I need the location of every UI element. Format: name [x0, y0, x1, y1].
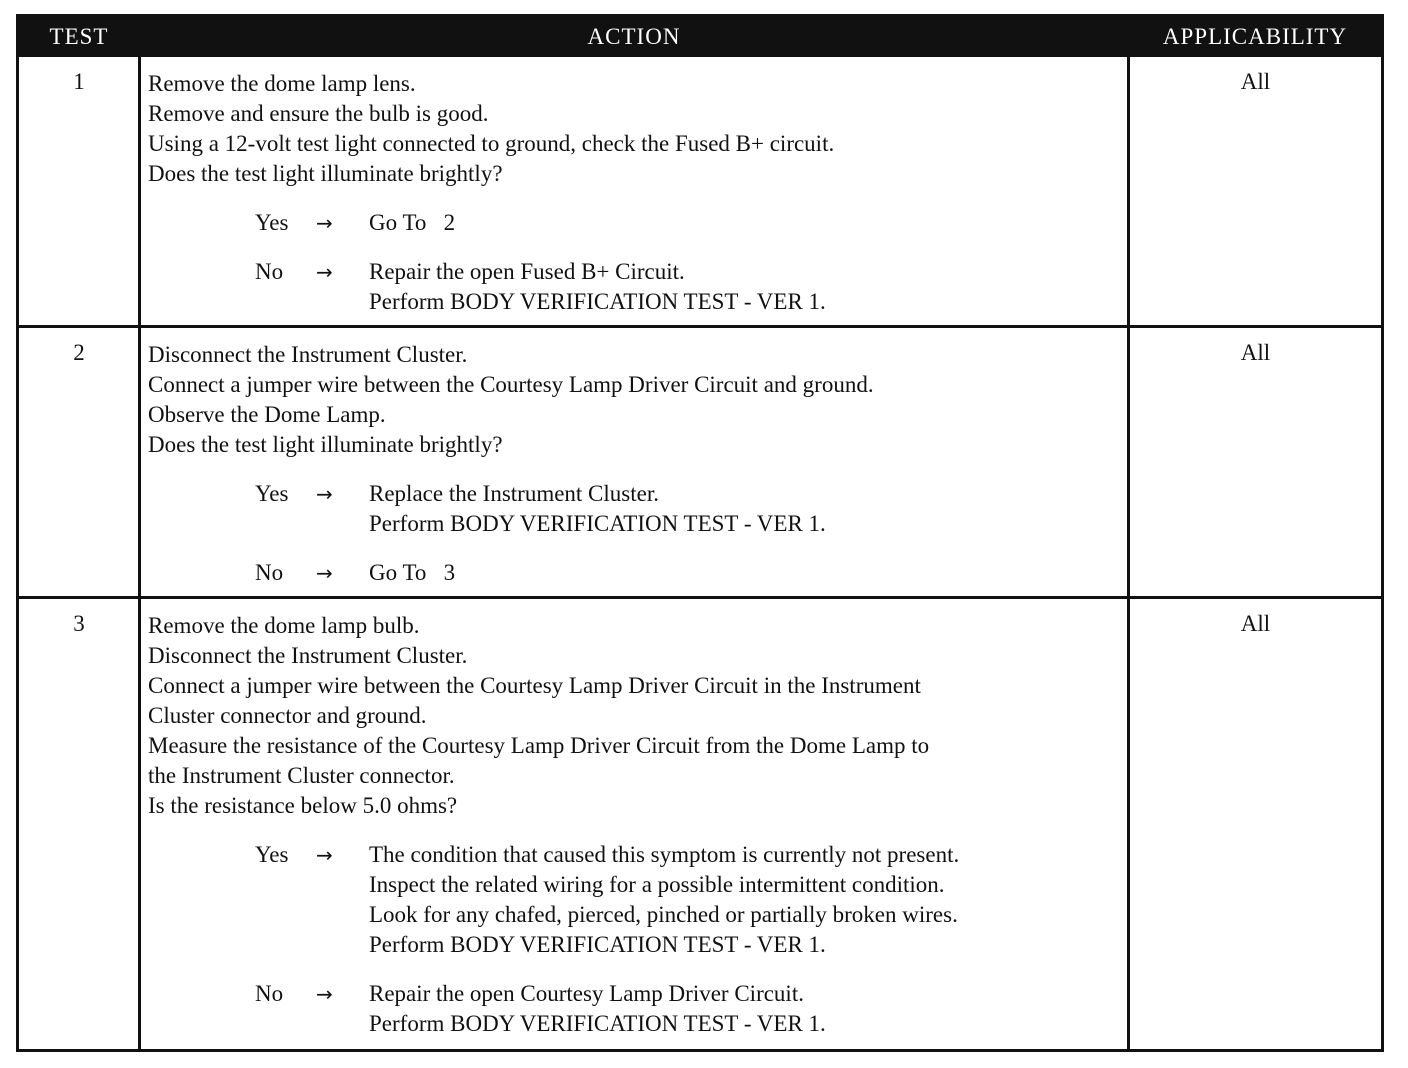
applicability-cell: All [1240, 611, 1271, 636]
choice-result [369, 208, 1128, 238]
result-line: Go To 3 [369, 560, 456, 585]
action-step: Disconnect the Instrument Cluster. [148, 643, 468, 668]
result-line: Replace the Instrument Cluster. [369, 481, 659, 506]
action-step: Remove the dome lamp bulb. [148, 613, 420, 638]
action-step: Remove the dome lamp lens. [148, 71, 416, 96]
action-step: Does the test light illuminate brightly? [148, 161, 503, 186]
choice-result [369, 257, 1128, 317]
right-arrow-icon: → [316, 843, 333, 867]
action-step: Disconnect the Instrument Cluster. [148, 342, 468, 367]
choice-no [148, 558, 1128, 588]
right-arrow-icon: → [316, 561, 333, 585]
result-line: Go To 2 [369, 210, 456, 235]
action-step: the Instrument Cluster connector. [148, 763, 455, 788]
test-row [19, 328, 1381, 599]
choice-yes [148, 840, 1128, 960]
choice-result [369, 479, 1128, 539]
choice-result [369, 979, 1128, 1039]
column-divider [1127, 57, 1130, 1049]
test-number: 3 [73, 611, 85, 636]
action-step: Observe the Dome Lamp. [148, 402, 386, 427]
applicability-cell: All [1240, 340, 1271, 365]
action-step: Measure the resistance of the Courtesy Lamp Driver Circuit from the Dome Lamp to [148, 733, 930, 758]
diagnostic-test-table [16, 14, 1384, 1052]
choice-label: Yes [255, 210, 289, 235]
column-divider [138, 57, 141, 1049]
result-line: Perform BODY VERIFICATION TEST - VER 1. [369, 511, 826, 536]
result-line: Look for any chafed, pierced, pinched or partially broken wires. [369, 902, 958, 927]
test-row [19, 57, 1381, 328]
choice-label: Yes [255, 842, 289, 867]
choice-no [148, 257, 1128, 317]
choice-result [369, 840, 1128, 960]
action-cell [148, 611, 1128, 1039]
choice-yes [148, 479, 1128, 539]
test-number: 2 [73, 340, 85, 365]
action-step: Remove and ensure the bulb is good. [148, 101, 489, 126]
header-action: ACTION [587, 24, 681, 49]
action-step: Connect a jumper wire between the Courtesy Lamp Driver Circuit and ground. [148, 372, 874, 397]
choice-no [148, 979, 1128, 1039]
choice-yes [148, 208, 1128, 238]
choice-label: Yes [255, 481, 289, 506]
table-header [19, 17, 1381, 57]
right-arrow-icon: → [316, 211, 333, 235]
action-step: Connect a jumper wire between the Courtesy Lamp Driver Circuit in the Instrument [148, 673, 921, 698]
choice-label: No [255, 259, 284, 284]
choice-list [148, 479, 1128, 588]
result-line: The condition that caused this symptom is currently not present. [369, 842, 960, 867]
action-cell [148, 69, 1128, 317]
result-line: Repair the open Courtesy Lamp Driver Circuit. [369, 981, 804, 1006]
right-arrow-icon: → [316, 982, 333, 1006]
result-line: Perform BODY VERIFICATION TEST - VER 1. [369, 1011, 826, 1036]
action-step: Does the test light illuminate brightly? [148, 432, 503, 457]
choice-label: No [255, 560, 284, 585]
header-test: TEST [49, 24, 109, 49]
choice-list [148, 840, 1128, 1039]
action-step: Is the resistance below 5.0 ohms? [148, 793, 458, 818]
test-number: 1 [73, 69, 85, 94]
choice-list [148, 208, 1128, 317]
action-step: Cluster connector and ground. [148, 703, 427, 728]
action-step: Using a 12-volt test light connected to ground, check the Fused B+ circuit. [148, 131, 835, 156]
right-arrow-icon: → [316, 482, 333, 506]
choice-label: No [255, 981, 284, 1006]
result-line: Perform BODY VERIFICATION TEST - VER 1. [369, 289, 826, 314]
result-line: Inspect the related wiring for a possible intermittent condition. [369, 872, 945, 897]
choice-result [369, 558, 1128, 588]
result-line: Repair the open Fused B+ Circuit. [369, 259, 685, 284]
test-row [19, 599, 1381, 1049]
header-applicability: APPLICABILITY [1162, 24, 1348, 49]
right-arrow-icon: → [316, 260, 333, 284]
result-line: Perform BODY VERIFICATION TEST - VER 1. [369, 932, 826, 957]
applicability-cell: All [1240, 69, 1271, 94]
action-cell [148, 340, 1128, 588]
